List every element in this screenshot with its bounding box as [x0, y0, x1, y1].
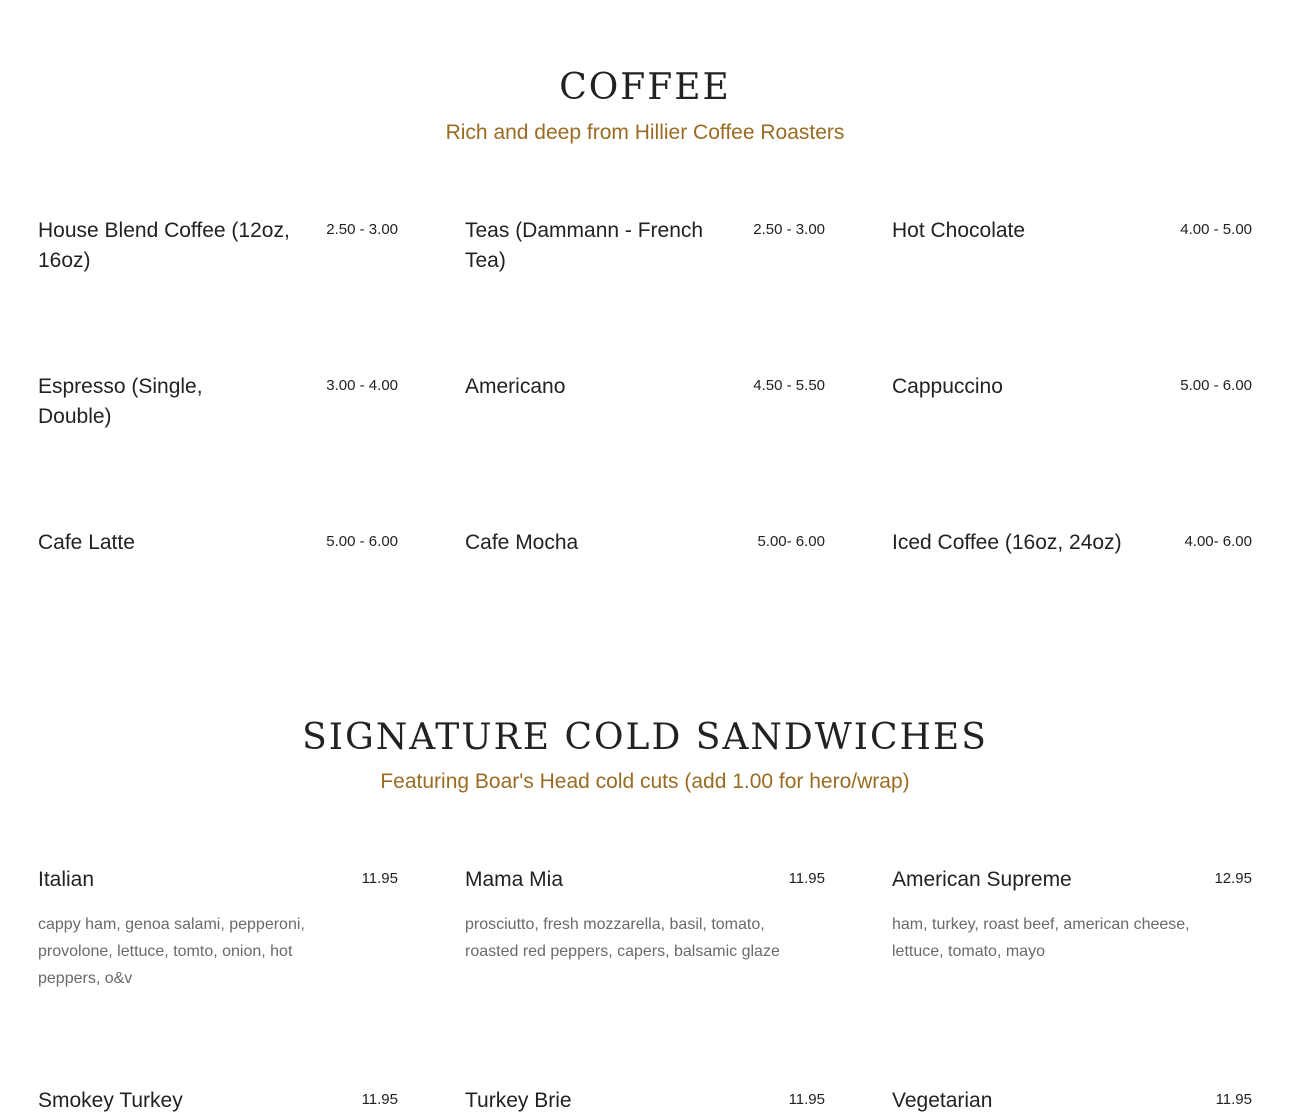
- menu-item-name: House Blend Coffee (12oz, 16oz): [38, 219, 290, 272]
- menu-item-price: 2.50 - 3.00: [326, 221, 398, 238]
- menu-item-price: 11.95: [361, 870, 398, 887]
- menu-item-name: Turkey Brie: [465, 1089, 572, 1112]
- menu-item-price: 11.95: [1215, 1091, 1252, 1108]
- menu-item-price: 5.00- 6.00: [757, 533, 825, 550]
- menu-item-price: 4.00- 6.00: [1184, 533, 1252, 550]
- menu-item-price: 5.00 - 6.00: [1180, 377, 1252, 394]
- menu-item-description: ham, turkey, roast beef, american cheese, lettuce, tomato, mayo: [892, 916, 1190, 960]
- menu-item-name: Espresso (Single, Double): [38, 375, 203, 428]
- menu-item-price: 2.50 - 3.00: [753, 221, 825, 238]
- menu-item-price: 11.95: [788, 1091, 825, 1108]
- menu-item-price: 11.95: [788, 870, 825, 887]
- menu-item-name: Cafe Mocha: [465, 531, 579, 554]
- coffee-section-subtitle: Rich and deep from Hillier Coffee Roasters: [445, 121, 845, 144]
- menu-item-price: 12.95: [1214, 870, 1252, 887]
- menu-item-description: cappy ham, genoa salami, pepperoni, provolone, lettuce, tomto, onion, hot peppers, o&v: [38, 916, 305, 987]
- menu-item-name: Teas (Dammann - French Tea): [465, 219, 704, 272]
- menu-item-price: 11.95: [361, 1091, 398, 1108]
- menu-item-name: Italian: [38, 868, 95, 891]
- menu-item-name: American Supreme: [892, 868, 1072, 891]
- menu-item-name: Iced Coffee (16oz, 24oz): [892, 531, 1122, 554]
- menu-item-price: 5.00 - 6.00: [326, 533, 398, 550]
- sandwiches-section-subtitle: Featuring Boar's Head cold cuts (add 1.00 for hero/wrap): [380, 770, 910, 793]
- menu-item-name: Smokey Turkey: [38, 1089, 183, 1112]
- menu-item-name: Vegetarian: [892, 1089, 993, 1112]
- menu-item-name: Mama Mia: [465, 868, 564, 891]
- menu-item-price: 4.00 - 5.00: [1180, 221, 1252, 238]
- sandwiches-section-title: SIGNATURE COLD SANDWICHES: [302, 717, 988, 758]
- coffee-section-title: COFFEE: [559, 67, 731, 108]
- menu-item-description: prosciutto, fresh mozzarella, basil, tomato, roasted red peppers, capers, balsamic glaze: [465, 916, 780, 960]
- menu-item-name: Hot Chocolate: [892, 219, 1026, 242]
- menu-item-price: 3.00 - 4.00: [326, 377, 398, 394]
- menu-item-price: 4.50 - 5.50: [753, 377, 825, 394]
- menu-item-name: Americano: [465, 375, 566, 398]
- menu-item-name: Cafe Latte: [38, 531, 135, 554]
- menu-item-name: Cappuccino: [892, 375, 1003, 398]
